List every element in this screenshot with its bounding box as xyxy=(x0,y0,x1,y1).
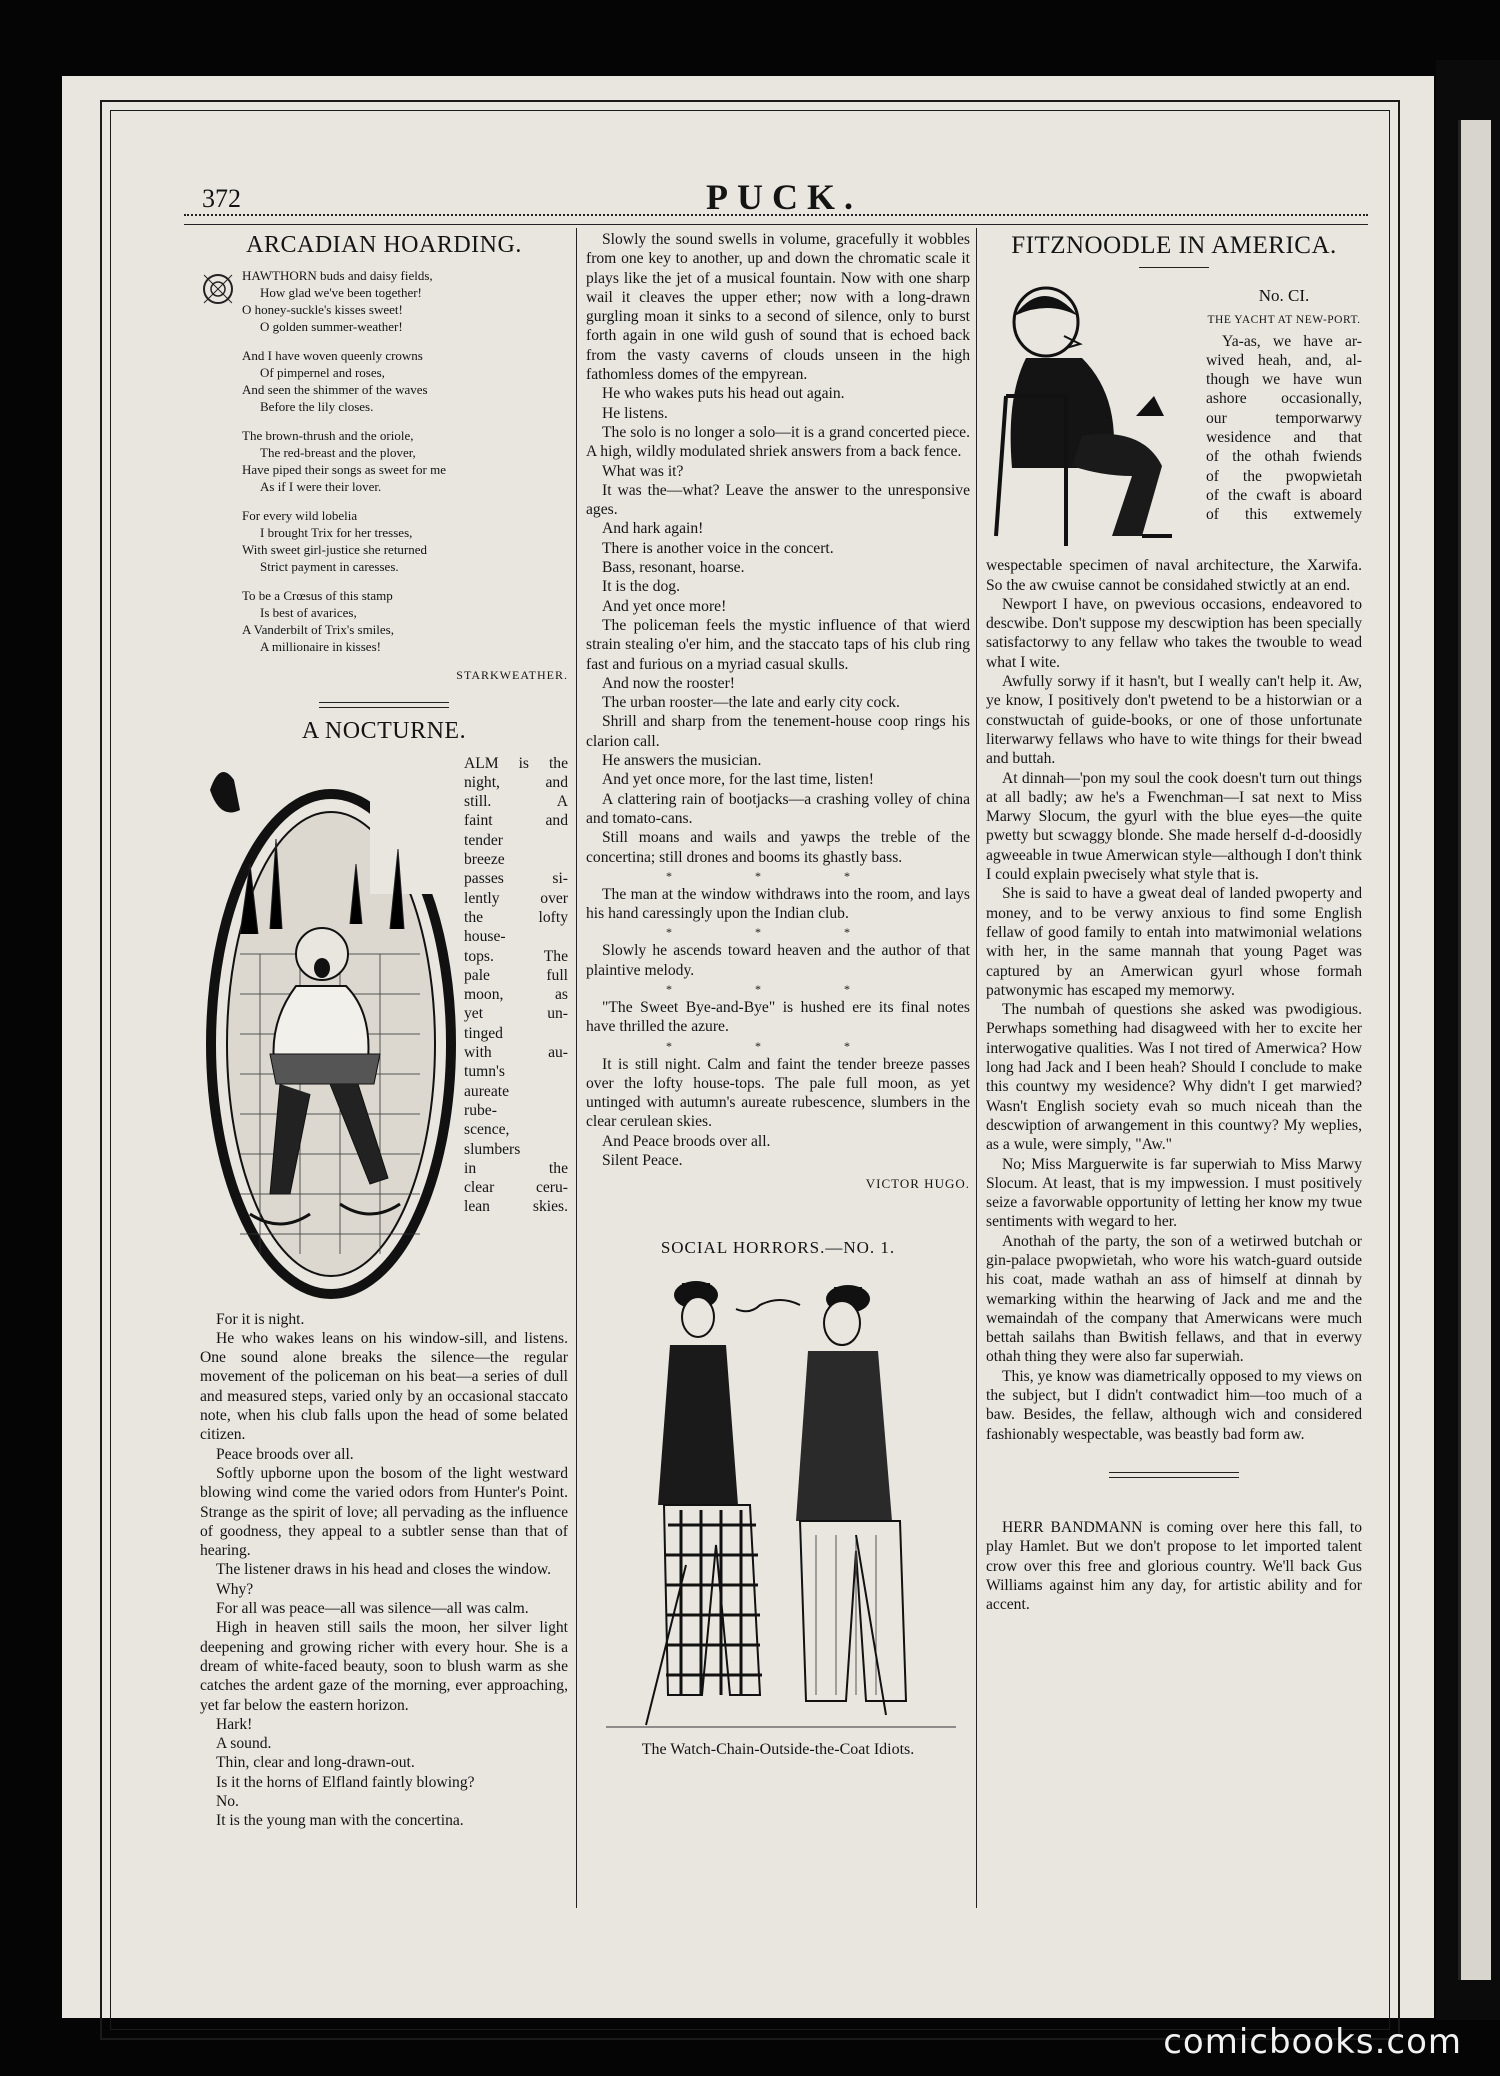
dropcap-line: lently over xyxy=(464,889,568,907)
asterism: * * * xyxy=(666,868,890,883)
poem-line: And I have woven queenly crowns xyxy=(242,348,423,364)
section-rule-2 xyxy=(1109,1472,1239,1478)
paragraph: Shrill and sharp from the tenement-house coop rings his clarion call. xyxy=(586,713,970,750)
paragraph: Peace broods over all. xyxy=(216,1445,354,1463)
paragraph: The solo is no longer a solo—it is a grand concerted piece. A high, wildly modulated shriek answers from a back fence. xyxy=(586,423,970,461)
paragraph: At dinnah—'pon my soul the cook doesn't turn out things at all badly; aw he's a Fwenchman—I sat next to Miss Marwy Slocum, the gyurl with the blue eyes—the quite pwetty but scwaggy blonde. She made herself d-d-doosidly agweeable in twue Amerwican style—although I don't think I could explain pwecisely what style that is. xyxy=(986,769,1362,884)
nocturne-title: A NOCTURNE. xyxy=(301,718,467,745)
poem-line: For every wild lobelia xyxy=(242,508,358,524)
paragraph: There is another voice in the concert. xyxy=(602,539,834,557)
paragraph: Slowly the sound swells in volume, gracefully it wobbles from one key to another, up and down the chromatic scale it plays like the jet of a musical fountain. Now with one sharp wail it cleaves the upper ether; now with a long-drawn gurgling moan it sinks to a second of silence, only to burst forth again in one wild gush of sound that is echoed back from the vasty caverns of clouds unseen in the high fathomless domes of the empyrean. xyxy=(586,231,970,384)
wrap-line: of the pwopwietah xyxy=(1206,467,1362,485)
dropcap-line: yet un- xyxy=(464,1005,568,1023)
paragraph: She is said to have a gweat deal of landed pwoperty and money, and to be verwy anxious to find some English fellaw of good family to entah into matwimonial welations with her, in the same mannah that young Paget was captured by an Amerwican gyurl whose formah patwonymic has escaped my memorwy. xyxy=(986,885,1362,999)
ornamental-initial-icon xyxy=(200,269,236,309)
dropcap-line: faint and xyxy=(464,812,568,830)
wrap-line: our temporwarwy xyxy=(1206,409,1362,427)
paragraph: He answers the musician. xyxy=(602,752,762,770)
poem-line: I brought Trix for her tresses, xyxy=(260,525,413,541)
paragraph: The urban rooster—the late and early city cock. xyxy=(602,694,900,712)
poem-line: Before the lily closes. xyxy=(260,399,374,415)
nocturne-opening xyxy=(200,754,568,1310)
paragraph: The numbah of questions she asked was pwodigious. Perwhaps something had disagweed with her to excite her interwogative qualities. Was I not tired of Amerwica? How long had Jack and I been heah? Should I conclude to make this countwy my wesidence? Why didn't I get marwied? Wasn't English society evah so much niceah than the descwiption of arwangement in this countwy? My weplies, as a wule, were simply, "Aw." xyxy=(986,1001,1362,1154)
fitznoodle-title: FITZNOODLE IN AMERICA. xyxy=(1011,232,1337,259)
wrap-line: Ya-as, we have ar- xyxy=(1222,332,1362,350)
fitznoodle-opening xyxy=(986,286,1362,556)
paragraph: Softly upborne upon the bosom of the light westward blowing wind come the varied odors from Hunter's Point. Strange as the spirit of love; all pervading as the influence of goodness, they appeal to a subtler sense than that of hearing. xyxy=(200,1464,568,1560)
dropcap-line: scence, xyxy=(464,1121,510,1139)
dropcap-line: moon, as xyxy=(464,986,568,1004)
wrap-line: of this extwemely xyxy=(1206,506,1362,524)
paragraph: And yet once more! xyxy=(602,597,727,615)
paragraph: No; Miss Marguerwite is far superwiah to Miss Marwy Slocum. At least, that is my impwession. I must positively seize a favorwable opportunity of letting her know my twue sentiments with wegard to her. xyxy=(986,1155,1362,1231)
paragraph: He listens. xyxy=(602,404,668,422)
poem-line: Have piped their songs as sweet for me xyxy=(242,462,446,478)
poem-line: The brown-thrush and the oriole, xyxy=(242,428,414,444)
fitznoodle-wrap xyxy=(1206,286,1362,524)
fitznoodle-number: No. CI. xyxy=(1258,286,1310,306)
column-2 xyxy=(586,230,970,1760)
paragraph: And hark again! xyxy=(602,520,704,538)
title-rule xyxy=(1139,267,1209,268)
nocturne-closing xyxy=(586,1132,970,1171)
paragraph: Bass, resonant, hoarse. xyxy=(602,559,745,577)
asterism: * * * xyxy=(666,981,890,996)
arcadian-title: ARCADIAN HOARDING. xyxy=(246,232,522,258)
paragraph: High in heaven still sails the moon, her silver light deepening and growing richer with every hour. She is a dream of white-faced beauty, soon to blush warm as she catches the ardent gaze of the morning, ever approaching, yet far below the eastern horizon. xyxy=(200,1619,568,1714)
dropcap-line: with au- xyxy=(464,1044,568,1062)
fitznoodle-subtitle: THE YACHT AT NEW-PORT. xyxy=(1207,313,1361,326)
social-horrors-illustration xyxy=(586,1265,970,1735)
poem-line: As if I were their lover. xyxy=(260,479,382,495)
dropcap-line: in the xyxy=(464,1159,568,1177)
column-3 xyxy=(986,228,1362,1614)
fitznoodle-portrait-illustration xyxy=(986,286,1204,548)
dropcap-line: tops. The xyxy=(464,947,568,965)
paragraph: wespectable specimen of naval architecture, the Xarwifa. So the aw cwuise cannot be considahed stwictly at an end. xyxy=(986,557,1362,594)
bandmann-text: is coming over here this fall, to play Hamlet. But we don't propose to let imported talent crow over this free and glorious country. We'll back Gus Williams against him any day, for artistic ability and for accent. xyxy=(986,1518,1363,1614)
wrap-line: though we have wun xyxy=(1206,371,1362,389)
poem-stanza xyxy=(242,507,568,575)
dropcap-line: still. A xyxy=(464,793,568,811)
column-1 xyxy=(200,228,568,1831)
wrap-line: wived heah, and, al- xyxy=(1206,351,1362,369)
section-rule xyxy=(319,702,449,708)
paragraph: The man at the window withdraws into the room, and lays his hand caressingly upon the Indian club. xyxy=(586,885,970,923)
nocturne-column-2-text xyxy=(586,230,970,867)
paragraph: What was it? xyxy=(602,462,684,480)
paragraph: Still moans and wails and yawps the treble of the concertina; still drones and booms its ghastly bass. xyxy=(586,829,970,866)
paragraph: And Peace broods over all. xyxy=(602,1132,771,1150)
poem-line: Of pimpernel and roses, xyxy=(260,365,385,381)
social-horrors-caption: The Watch-Chain-Outside-the-Coat Idiots. xyxy=(641,1741,915,1759)
bandmann-lead: HERR BANDMANN xyxy=(1002,1518,1143,1536)
dropcap-wrap-text xyxy=(464,754,568,1217)
poem-line: A millionaire in kisses! xyxy=(260,639,381,655)
poem-stanza xyxy=(242,267,568,335)
dropcap-line: tinged xyxy=(464,1024,503,1042)
poem-line: To be a Crœsus of this stamp xyxy=(242,588,393,604)
nocturne-asterism-passages xyxy=(586,867,970,1132)
column-divider-1 xyxy=(576,228,577,1908)
dropcap-line: breeze xyxy=(464,851,505,869)
dropcap-line: rube- xyxy=(464,1101,497,1119)
fitznoodle-body xyxy=(986,556,1362,1444)
dropcap-line: the lofty xyxy=(464,908,568,926)
poem-line: Strict payment in caresses. xyxy=(260,559,399,575)
masthead: PUCK. xyxy=(706,177,862,217)
paragraph: For it is night. xyxy=(216,1310,305,1328)
paragraph: It is still night. Calm and faint the tender breeze passes over the lofty house-tops. The pale full moon, as yet untinged with autumn's aureate rubescence, slumbers in the clear cerulean skies. xyxy=(586,1055,970,1131)
paragraph: He who wakes puts his head out again. xyxy=(602,385,845,403)
column-divider-2 xyxy=(976,228,977,1908)
bandmann-paragraph xyxy=(986,1518,1362,1614)
poem-line: HAWTHORN buds and daisy fields, xyxy=(242,268,433,284)
paragraph: Silent Peace. xyxy=(602,1152,683,1170)
paragraph: Thin, clear and long-drawn-out. xyxy=(216,1754,415,1772)
paragraph: And now the rooster! xyxy=(602,674,735,692)
social-horrors-title: SOCIAL HORRORS.—NO. 1. xyxy=(660,1237,896,1257)
poem-stanza xyxy=(242,347,568,415)
paragraph: A clattering rain of bootjacks—a crashing volley of china and tomato-cans. xyxy=(586,790,970,827)
paragraph: "The Sweet Bye-and-Bye" is hushed ere its final notes have thrilled the azure. xyxy=(586,998,970,1036)
poem-line: O honey-suckle's kisses sweet! xyxy=(242,302,403,318)
paragraph: Is it the horns of Elfland faintly blowing? xyxy=(216,1773,475,1791)
paragraph: This, ye know was diametrically opposed to my views on the subject, but I didn't contwadict him—too much of a baw. Besides, the fellaw, although wich and considered fashionably wespectable, was beastly bad form aw. xyxy=(986,1367,1362,1443)
paragraph: Anothah of the party, the son of a wetirwed butchah or gin-palace pwopwietah, who wore his watch-guard outside his coat, made wathah an ass of himself at dinnah by wemarking within the hearwing of Jack and me and the wemaindah of the company that Amerwicans were much bettah sailahs than Bwitish fellaws, and that in everwy othah thing they were also far superwiah. xyxy=(986,1232,1362,1366)
next-page-edge xyxy=(1436,60,1500,2020)
paragraph: A sound. xyxy=(216,1735,272,1753)
paragraph: Hark! xyxy=(216,1715,253,1733)
wrap-line: of the othah fwiends xyxy=(1206,448,1362,466)
paragraph: Slowly he ascends toward heaven and the author of that plaintive melody. xyxy=(586,942,970,979)
poem-line: With sweet girl-justice she returned xyxy=(242,542,428,558)
arcadian-poem xyxy=(200,267,568,684)
watermark: comicbooks.com xyxy=(1163,2022,1462,2062)
poem-stanza xyxy=(242,587,568,655)
dropcap-line: house- xyxy=(464,928,506,946)
paragraph: It is the dog. xyxy=(602,578,680,596)
paragraph: It was the—what? Leave the answer to the unresponsive ages. xyxy=(586,481,970,519)
asterism: * * * xyxy=(666,925,890,940)
paragraph: It is the young man with the concertina. xyxy=(216,1812,464,1830)
paragraph: For all was peace—all was silence—all was calm. xyxy=(216,1600,529,1618)
poem-line: How glad we've been together! xyxy=(260,285,422,301)
paragraph: The listener draws in his head and closes the window. xyxy=(216,1561,552,1579)
poem-line: A Vanderbilt of Trix's smiles, xyxy=(242,622,394,638)
poem-line: O golden summer-weather! xyxy=(260,319,403,335)
dropcap-line: ALM is the xyxy=(464,754,568,772)
page-number: 372 xyxy=(202,184,241,213)
wrap-line: wesidence and that xyxy=(1206,429,1362,447)
poem-line: The red-breast and the plover, xyxy=(260,445,416,461)
dropcap-line: passes si- xyxy=(464,870,568,888)
dropcap-line: tumn's xyxy=(464,1063,505,1081)
paragraph: Why? xyxy=(216,1580,254,1598)
paragraph: No. xyxy=(216,1793,239,1811)
asterism: * * * xyxy=(666,1038,890,1053)
paragraph: Newport I have, on pwevious occasions, endeavored to descwibe. Don't suppose my descwiption has been specially satisfactorwy to any fellaw who takes the twouble to wead what I wite. xyxy=(986,595,1362,671)
header-rule xyxy=(184,214,1368,225)
dropcap-c-illustration xyxy=(200,754,462,1304)
paragraph: The policeman feels the mystic influence of that wierd strain stealing o'er him, and the staccato taps of his club ring fast and furious on a myriad casual skulls. xyxy=(586,616,970,673)
dropcap-line: night, and xyxy=(464,773,568,791)
nocturne-signature: VICTOR HUGO. xyxy=(865,1176,970,1192)
poem-line: Is best of avarices, xyxy=(260,605,357,621)
dropcap-line: tender xyxy=(464,831,503,849)
dropcap-line: lean skies. xyxy=(464,1198,568,1216)
poem-line: And seen the shimmer of the waves xyxy=(242,382,428,398)
paragraph: And yet once more, for the last time, listen! xyxy=(602,771,874,789)
dropcap-line: aureate xyxy=(464,1082,510,1100)
paragraph: Awfully sorwy if it hasn't, but I weally can't help it. Aw, ye know, I positively don't pwetend to be a historwian or a constwuctah of guide-books, or one of those unfortunate literwarwy fellaws who have to wite things for their bwead and buttah. xyxy=(986,673,1362,768)
nocturne-column-1-text xyxy=(200,1310,568,1831)
poem-stanza xyxy=(242,427,568,495)
dropcap-line: pale full xyxy=(464,966,568,984)
dropcap-line: slumbers xyxy=(464,1140,521,1158)
wrap-line: of the cwaft is aboard xyxy=(1206,486,1362,504)
arcadian-signature: STARKWEATHER. xyxy=(456,668,568,683)
wrap-line: ashore occasionally, xyxy=(1206,390,1362,408)
dropcap-line: clear ceru- xyxy=(464,1179,568,1197)
paragraph: He who wakes leans on his window-sill, and listens. One sound alone breaks the silence—the regular movement of the policeman on his beat—a series of dull and measured steps, varied only by an occasional staccato note, when his club falls upon the head of some belated citizen. xyxy=(200,1329,568,1444)
